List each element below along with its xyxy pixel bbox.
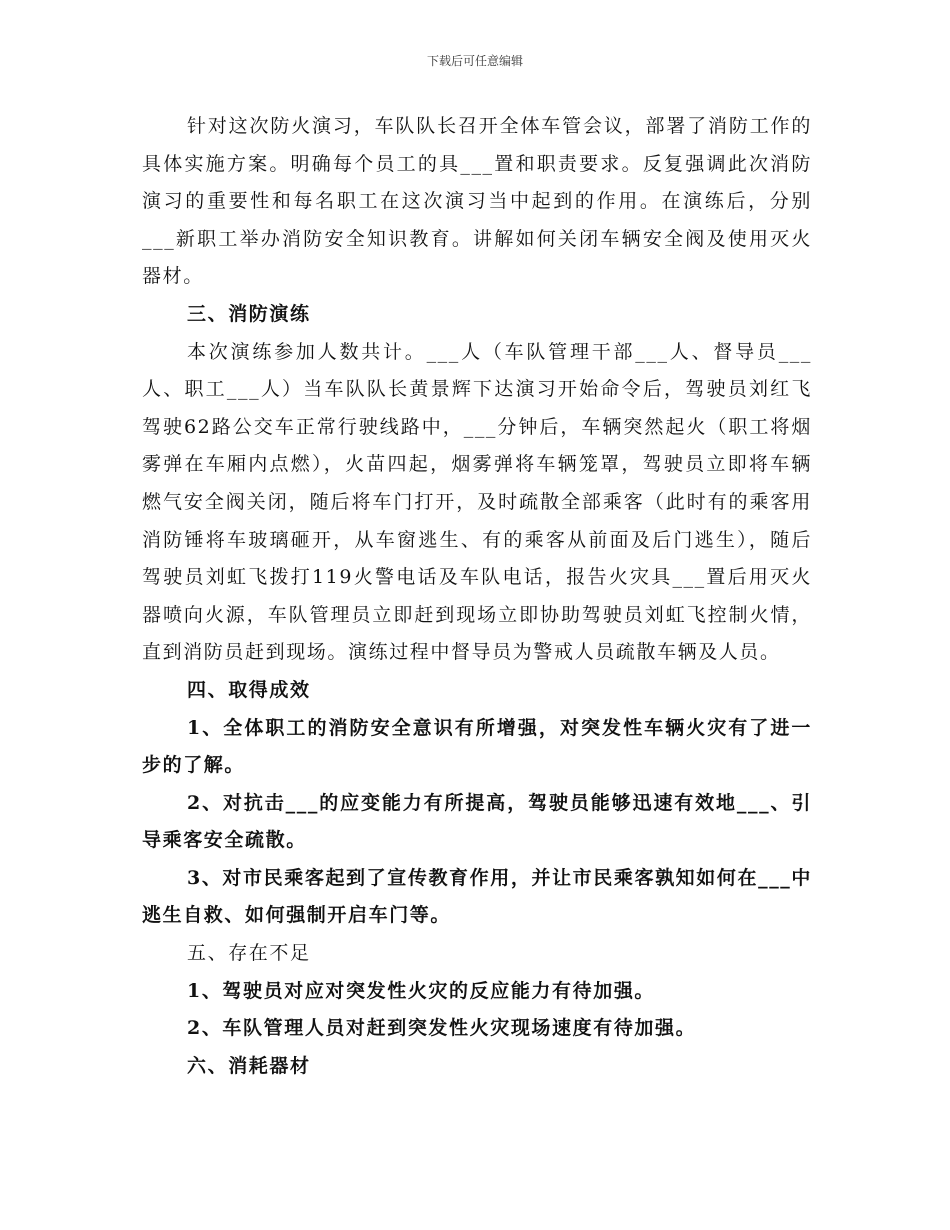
section-heading-fire-drill: 三、消防演练 — [187, 302, 311, 325]
section-heading-results: 四、取得成效 — [187, 678, 311, 701]
paragraph-drill-preparation: 针对这次防火演习，车队队长召开全体车管会议，部署了消防工作的具体实施方案。明确每个员工的具___置和职责要求。反复强调此次消防演习的重要性和每名职工在这次演习当中起到的作用。在演练后，分别___新职工举办消防安全知识教育。讲解如何关闭车辆安全阀及使用灭火器材。 — [142, 115, 812, 288]
result-item-3: 3、对市民乘客起到了宣传教育作用，并让市民乘客孰知如何在___中逃生自救、如何强制开启车门等。 — [142, 866, 812, 927]
section-heading-shortcomings: 五、存在不足 — [187, 942, 311, 965]
shortcoming-item-2: 2、车队管理人员对赶到突发性火灾现场速度有待加强。 — [187, 1017, 697, 1040]
page-header: 下载后可任意编辑 — [426, 54, 523, 68]
section-heading-equipment: 六、消耗器材 — [187, 1054, 311, 1077]
result-item-2: 2、对抗击___的应变能力有所提高，驾驶员能够迅速有效地___、引导乘客安全疏散。 — [142, 791, 812, 852]
paragraph-drill-process: 本次演练参加人数共计。___人（车队管理干部___人、督导员___人、职工___人）当车队队长黄景辉下达演习开始命令后，驾驶员刘红飞驾驶62路公交车正常行驶线路中，___分钟后，车辆突然起火（职工将烟雾弹在车厢内点燃），火苗四起，烟雾弹将车辆笼罩，驾驶员立即将车辆燃气安全阀关闭，随后将车门打开，及时疏散全部乘客（此时有的乘客用消防锤将车玻璃砸开，从车窗逃生、有的乘客从前面及后门逃生），随后驾驶员刘虹飞拨打119火警电话及车队电话，报告火灾具___置后用灭火器喷向火源，车队管理员立即赶到现场立即协助驾驶员刘虹飞控制火情，直到消防员赶到现场。演练过程中督导员为警戒人员疏散车辆及人员。 — [142, 340, 812, 664]
document-body — [142, 108, 812, 1085]
result-item-1: 1、全体职工的消防安全意识有所增强，对突发性车辆火灾有了进一步的了解。 — [142, 716, 812, 777]
shortcoming-item-1: 1、驾驶员对应对突发性火灾的反应能力有待加强。 — [187, 979, 656, 1002]
